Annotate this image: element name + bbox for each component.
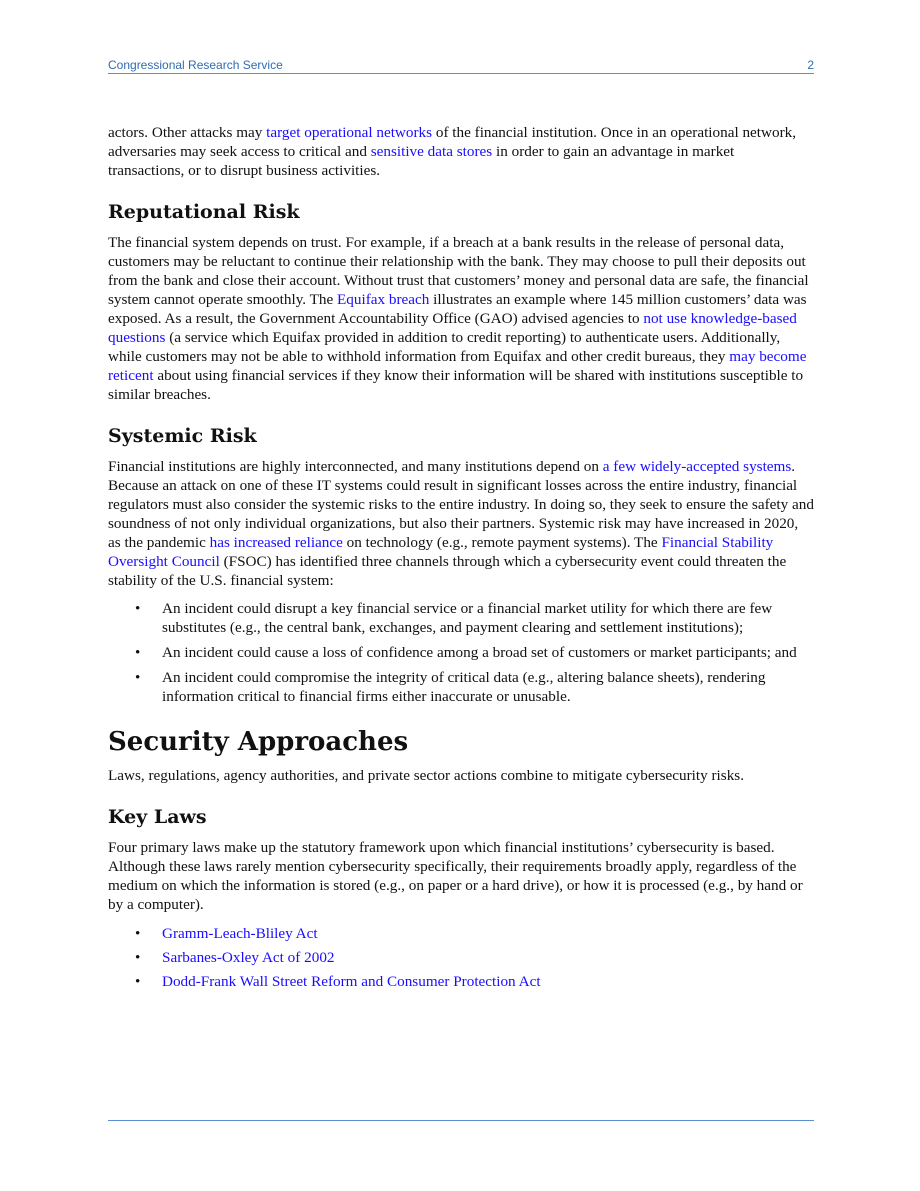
link-knowledge-based-questions[interactable]: not use knowledge-based questions [108,310,797,346]
link-sensitive-data-stores[interactable]: sensitive data stores [370,143,493,160]
list-item [108,668,814,706]
list-item-text: An incident could cause a loss of confidence among a broad set of customers or market participants; and [162,644,797,661]
link-may-become-reticent[interactable]: may become reticent [108,348,807,384]
intro-paragraph [108,123,814,180]
bullet-icon: • [135,600,141,617]
header-page-number: 2 [807,58,814,72]
footer-rule [108,1120,814,1121]
list-item-text: An incident could compromise the integrity of critical data (e.g., altering balance sheets), rendering information critical to financial firms either inaccurate or unusable. [162,669,766,705]
fsoc-channels-list [108,599,814,706]
page-header [108,58,814,74]
systemic-text-4: (FSOC) has identified three channels through which a cybersecurity event could threaten the stability of the U.S. financial system: [108,553,787,589]
systemic-text-1: Financial institutions are highly interconnected, and many institutions depend on [108,458,603,475]
link-has-increased-reliance[interactable]: has increased reliance [209,534,343,551]
header-org-name: Congressional Research Service [108,58,283,72]
intro-text-3: in order to gain an advantage in market transactions, or to disrupt business activities. [108,143,735,179]
bullet-icon: • [135,973,141,990]
systemic-paragraph [108,457,814,590]
list-item [108,972,814,991]
list-item [108,599,814,637]
intro-text-2: of the financial institution. Once in an operational network, adversaries may seek access to critical and [108,124,797,160]
security-paragraph: Laws, regulations, agency authorities, and private sector actions combine to mitigate cybersecurity risks. [108,767,744,784]
list-item [108,948,814,967]
reputational-paragraph [108,233,814,404]
link-fsoc[interactable]: Financial Stability Oversight Council [108,534,774,570]
link-widely-accepted-systems[interactable]: a few widely-accepted systems [602,458,792,475]
systemic-text-3: on technology (e.g., remote payment systems). The [342,534,662,551]
bullet-icon: • [135,669,141,686]
systemic-text-2: . Because an attack on one of these IT systems could result in significant losses across the entire industry, financial regulators must also consider the systemic risks to the entire industry. In doing so, they seek to ensure the safety and soundness of not only individual organizations, but also their partners. Systemic risk may have increased in 2020, as the pandemic [108,458,814,551]
reputational-text-1: The financial system depends on trust. For example, if a breach at a bank results in the release of personal data, customers may be reluctant to continue their relationship with the bank. They may choose to pull their deposits out from the bank and close their account. Without trust that customers’ money and personal data are safe, the financial system cannot operate smoothly. The [108,234,809,308]
header-rule [108,73,814,74]
list-item [108,924,814,943]
heading-key-laws: Key Laws [108,806,207,828]
heading-security-approaches: Security Approaches [108,727,409,757]
bullet-icon: • [135,949,141,966]
list-item [108,643,814,662]
link-gramm-leach-bliley-act[interactable]: Gramm-Leach-Bliley Act [162,925,318,942]
reputational-text-2: illustrates an example where 145 million customers’ data was exposed. As a result, the Government Accountability Office (GAO) advised agencies to [108,291,807,327]
page-body [108,123,814,1002]
bullet-icon: • [135,925,141,942]
link-equifax-breach[interactable]: Equifax breach [337,291,430,308]
bullet-icon: • [135,644,141,661]
heading-systemic-risk: Systemic Risk [108,425,257,447]
reputational-text-4: about using financial services if they know their information will be shared with institutions susceptible to similar breaches. [108,367,804,403]
key-laws-paragraph: Four primary laws make up the statutory framework upon which financial institutions’ cybersecurity is based. Although these laws rarely mention cybersecurity specifically, their requirements broadly apply, regardless of the medium on which the information is stored (e.g., on paper or a hard drive), or how it is processed (e.g., by hand or by a computer). [108,839,803,913]
heading-reputational-risk: Reputational Risk [108,201,300,223]
link-target-operational-networks[interactable]: target operational networks [266,124,433,141]
link-sarbanes-oxley-act[interactable]: Sarbanes-Oxley Act of 2002 [162,949,335,966]
link-dodd-frank-act[interactable]: Dodd-Frank Wall Street Reform and Consumer Protection Act [162,973,541,990]
list-item-text: An incident could disrupt a key financial service or a financial market utility for which there are few substitutes (e.g., the central bank, exchanges, and payment clearing and settlement institutions); [162,600,773,636]
key-laws-list [108,924,814,991]
reputational-text-3: (a service which Equifax provided in addition to credit reporting) to authenticate users. Additionally, while customers may not be able to withhold information from Equifax and other credit bureaus, they [108,329,781,365]
intro-text-1: actors. Other attacks may [108,124,267,141]
